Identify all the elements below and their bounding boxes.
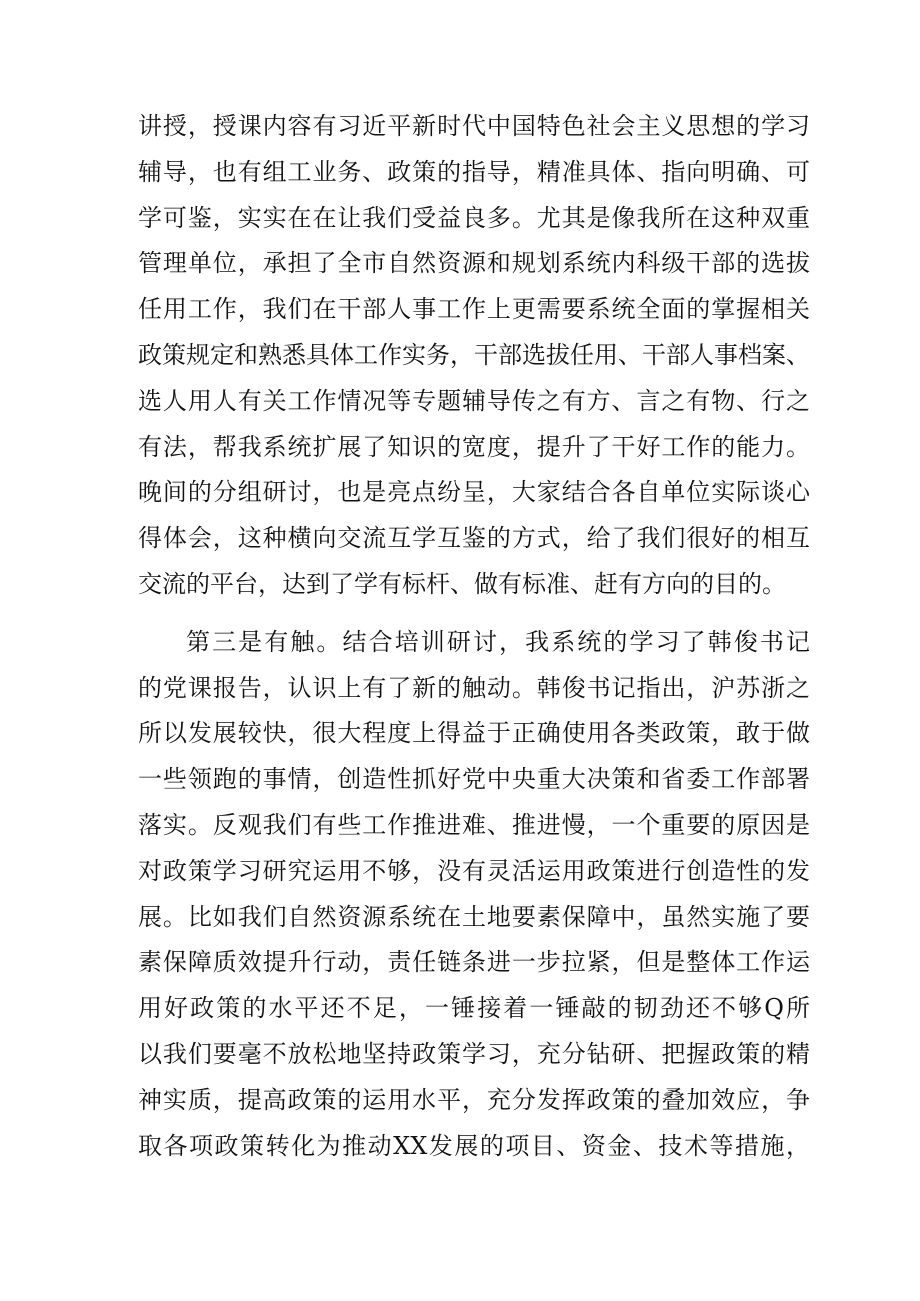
text-line: 晚间的分组研讨，也是亮点纷呈，大家结合各自单位实际谈心 <box>138 478 810 507</box>
text-line: 一些领跑的事情，创造性抓好党中央重大决策和省委工作部署 <box>138 765 810 794</box>
text-line: 取各项政策转化为推动XX发展的项目、资金、技术等措施， <box>138 1131 810 1160</box>
text-line: 以我们要毫不放松地坚持政策学习，充分钻研、把握政策的精 <box>138 1039 810 1068</box>
text-line: 政策规定和熟悉具体工作实务，干部选拔任用、干部人事档案、 <box>138 340 810 369</box>
text-line: 神实质，提高政策的运用水平，充分发挥政策的叠加效应，争 <box>138 1085 810 1114</box>
text-line: 管理单位，承担了全市自然资源和规划系统内科级干部的选拔 <box>138 249 810 278</box>
text-line: 所以发展较快，很大程度上得益于正确使用各类政策，敢于做 <box>138 719 810 748</box>
text-line: 对政策学习研究运用不够，没有灵活运用政策进行创造性的发 <box>138 856 810 885</box>
text-line: 用好政策的水平还不足，一锤接着一锤敲的韧劲还不够Q所 <box>138 994 810 1023</box>
text-line: 素保障质效提升行动，责任链条进一步拉紧，但是整体工作运 <box>138 948 810 977</box>
text-line: 展。比如我们自然资源系统在土地要素保障中，虽然实施了要 <box>138 902 810 931</box>
paragraph-spacer <box>138 608 810 620</box>
text-line: 讲授，授课内容有习近平新时代中国特色社会主义思想的学习 <box>138 112 810 140</box>
text-line: 辅导，也有组工业务、政策的指导，精准具体、指向明确、可 <box>138 157 810 186</box>
text-line: 选人用人有关工作情况等专题辅导传之有方、言之有物、行之 <box>138 386 810 415</box>
text-line: 学可鉴，实实在在让我们受益良多。尤其是像我所在这种双重 <box>138 203 810 232</box>
text-line: 交流的平台，达到了学有标杆、做有标准、赶有方向的目的。 <box>138 569 786 598</box>
text-line: 任用工作，我们在干部人事工作上更需要系统全面的掌握相关 <box>138 295 810 324</box>
paragraph-1 <box>138 104 810 608</box>
text-line: 有法，帮我系统扩展了知识的宽度，提升了干好工作的能力。 <box>138 432 810 461</box>
text-line: 落实。反观我们有些工作推进难、推进慢，一个重要的原因是 <box>138 810 810 839</box>
text-line: 第三是有触。结合培训研讨，我系统的学习了韩俊书记 <box>186 627 810 656</box>
paragraph-2 <box>138 620 810 1170</box>
text-line: 得体会，这种横向交流互学互鉴的方式，给了我们很好的相互 <box>138 524 810 553</box>
document-body <box>138 104 810 1169</box>
text-line: 的党课报告，认识上有了新的触动。韩俊书记指出，沪苏浙之 <box>138 673 810 702</box>
